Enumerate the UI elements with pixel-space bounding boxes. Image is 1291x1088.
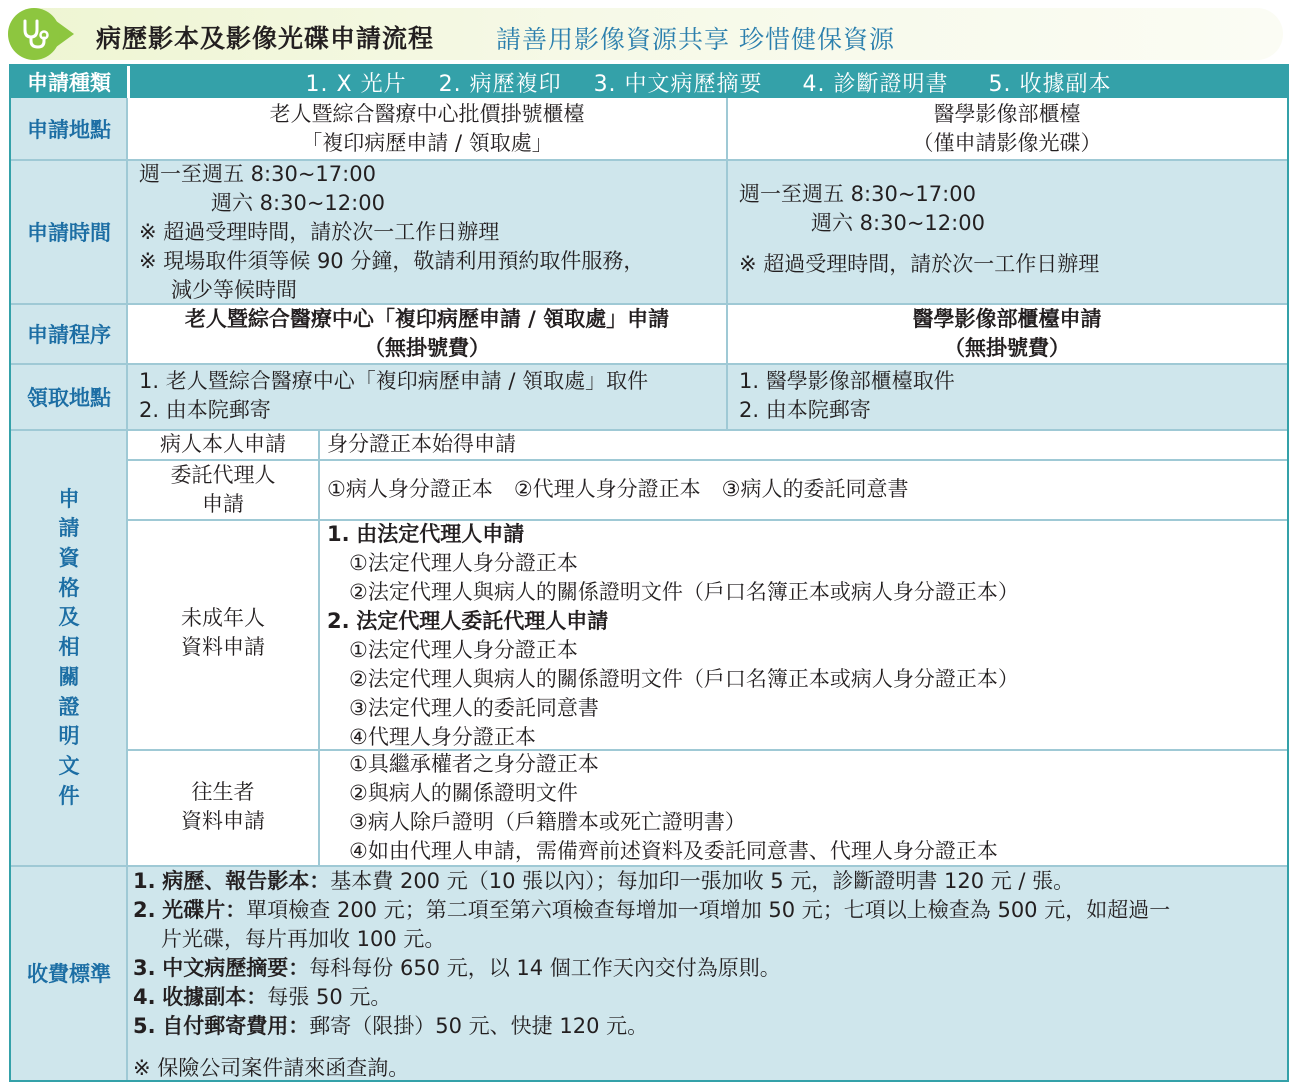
divider (127, 519, 1287, 521)
location-label: 申請地點 (11, 98, 127, 160)
divider (11, 363, 1287, 365)
types-label: 申請種類 (27, 71, 111, 95)
pickup-right: 1. 醫學影像部櫃檯取件 2. 由本院郵寄 (727, 364, 1287, 430)
fee-item: 3. 中文病歷摘要：每科每份 650 元，以 14 個工作天內交付為原則。 (133, 956, 781, 980)
deceased-text: ①具繼承權者之身分證正本 ②與病人的關係證明文件 ③病人除戶證明（戶籍謄本或死亡證明書） ④如由代理人申請，需備齊前述資料及委託同意書、代理人身分證正本 (319, 750, 1287, 866)
procedure-label: 申請程序 (11, 304, 127, 364)
page-title: 病歷影本及影像光碟申請流程 (96, 24, 435, 53)
fee-item: 2. 光碟片：單項檢查 200 元；第二項至第六項檢查每增加一項增加 50 元；七項以上檢查為 500 元，如超過一 (133, 898, 1171, 922)
divider (127, 749, 1287, 751)
header-banner (8, 8, 1283, 60)
divider (11, 865, 1287, 867)
type-item: 4. 診斷證明書 (802, 71, 949, 97)
proxy-text: ①病人身分證正本 ②代理人身分證正本 ③病人的委託同意書 (319, 460, 1287, 520)
self-text: 身分證正本始得申請 (319, 430, 1287, 460)
divider (726, 98, 728, 430)
time-right: 週一至週五 8:30~17:00 週六 8:30~12:00 ※ 超過受理時間，請於次一工作日辦理 (727, 160, 1287, 304)
divider (11, 429, 1287, 431)
qualification-label: 申 請 資 格 及 相 關 證 明 文 件 (11, 430, 127, 866)
time-label: 申請時間 (11, 160, 127, 304)
divider (318, 430, 320, 866)
fee-item: 4. 收據副本：每張 50 元。 (133, 985, 392, 1009)
fees-label: 收費標準 (11, 866, 127, 1080)
divider (11, 303, 1287, 305)
divider (127, 459, 1287, 461)
type-item: 5. 收據副本 (988, 71, 1112, 97)
types-row (11, 66, 1287, 98)
pickup-left: 1. 老人暨綜合醫療中心「複印病歷申請 / 領取處」取件 2. 由本院郵寄 (127, 364, 727, 430)
process-table (9, 64, 1289, 1082)
minor-label: 未成年人 資料申請 (127, 520, 319, 750)
procedure-left: 老人暨綜合醫療中心「複印病歷申請 / 領取處」申請 （無掛號費） (127, 304, 727, 364)
fees-note: ※ 保險公司案件請來函查詢。 (133, 1056, 410, 1080)
type-item: 3. 中文病歷摘要 (593, 71, 763, 97)
type-item: 2. 病歷複印 (438, 71, 562, 97)
fee-item: 1. 病歷、報告影本：基本費 200 元（10 張以內）；每加印一張加收 5 元，診斷證明書 120 元 / 張。 (133, 869, 1075, 893)
procedure-right: 醫學影像部櫃檯申請 （無掛號費） (727, 304, 1287, 364)
stethoscope-icon (8, 8, 60, 60)
divider (126, 98, 128, 1080)
self-label: 病人本人申請 (127, 430, 319, 460)
types-list (130, 67, 1287, 98)
pickup-label: 領取地點 (11, 364, 127, 430)
type-item: 1. X 光片 (305, 71, 407, 97)
fee-item: 5. 自付郵寄費用：郵寄（限掛）50 元、快捷 120 元。 (133, 1014, 649, 1038)
fees-text (127, 866, 1287, 1080)
proxy-label: 委託代理人 申請 (127, 460, 319, 520)
location-left: 老人暨綜合醫療中心批價掛號櫃檯 「複印病歷申請 / 領取處」 (127, 98, 727, 160)
time-left: 週一至週五 8:30~17:00 週六 8:30~12:00 ※ 超過受理時間，請於次一工作日辦理 ※ 現場取件須等候 90 分鐘，敬請利用預約取件服務， 減少等候時間 (127, 160, 727, 304)
deceased-label: 往生者 資料申請 (127, 750, 319, 866)
divider (11, 159, 1287, 161)
location-right: 醫學影像部櫃檯 （僅申請影像光碟） (727, 98, 1287, 160)
minor-text: 1. 由法定代理人申請 ①法定代理人身分證正本 ②法定代理人與病人的關係證明文件（戶口名簿正本或病人身分證正本） 2. 法定代理人委託代理人申請 ①法定代理人身分證正本 ②法定代理人與病人的關係證明文件（戶口名簿正本或病人身分證正本） ③法定代理人的委託同意書 ④代理人身分證正本 (319, 520, 1287, 750)
page-subtitle: 請善用影像資源共享 珍惜健保資源 (496, 25, 895, 54)
fee-item: 片光碟，每片再加收 100 元。 (161, 927, 446, 951)
